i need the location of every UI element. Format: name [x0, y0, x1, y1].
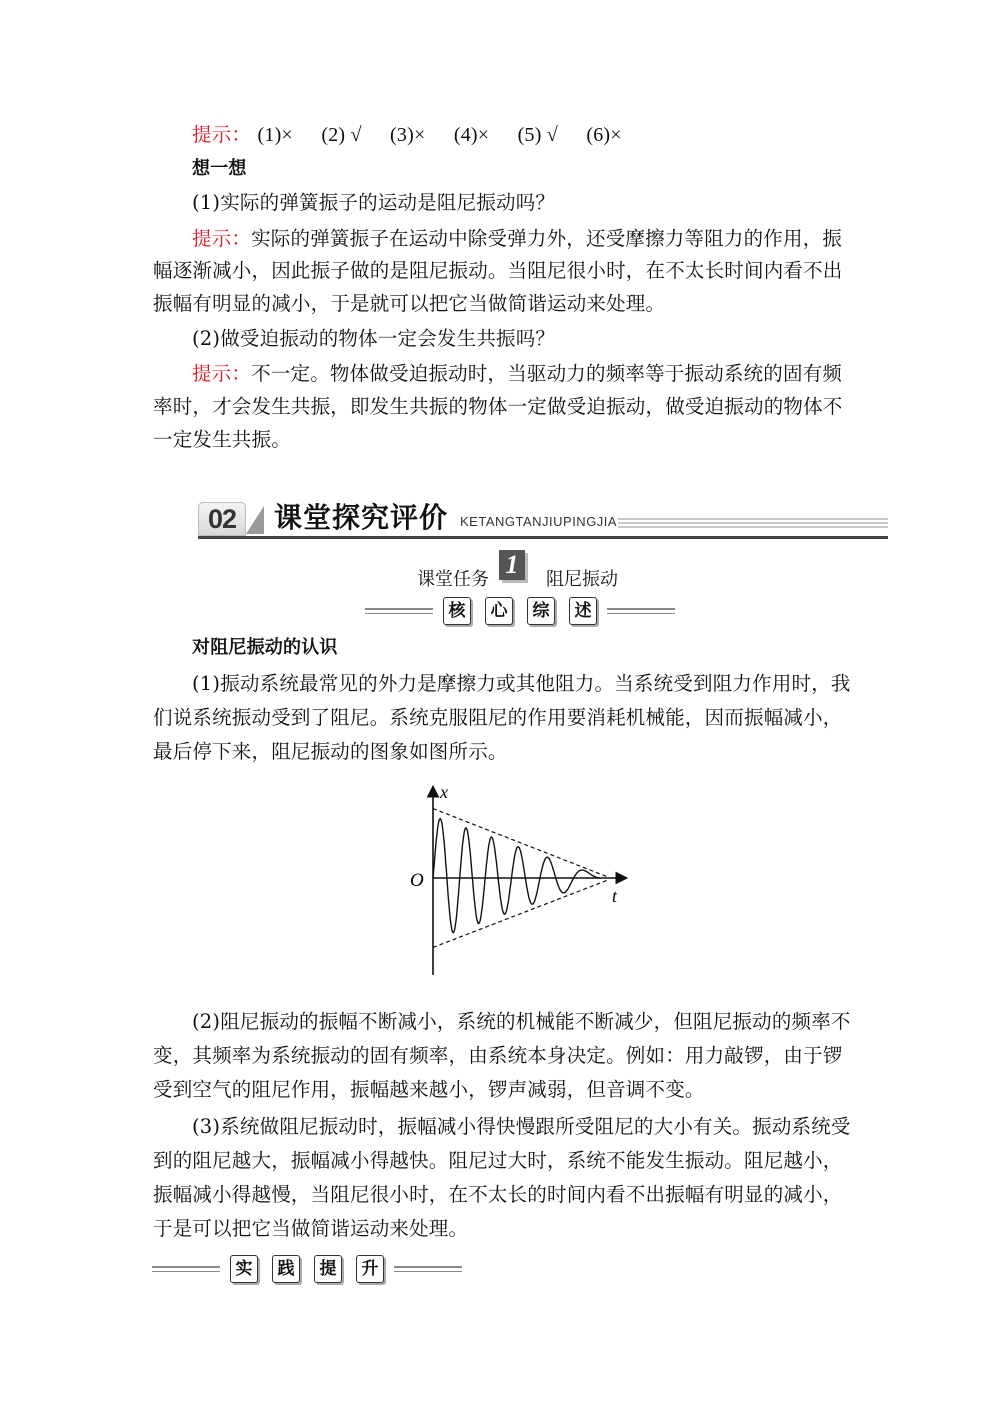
- damped-oscillation-chart: [400, 780, 650, 990]
- paragraph-line: 于是可以把它当做简谐运动来处理。: [153, 1217, 469, 1240]
- rule-decoration: [152, 1263, 220, 1275]
- section-rules-decoration: [618, 518, 888, 532]
- answer-item: (2) √: [321, 124, 362, 146]
- rule-decoration: [607, 605, 675, 617]
- think-heading: 想一想: [192, 158, 247, 179]
- q1-hint-line: 幅逐渐减小，因此振子做的是阻尼振动。当阻尼很小时，在不太长时间内看不出: [153, 259, 843, 282]
- paragraph-line: 们说系统振动受到了阻尼。系统克服阻尼的作用要消耗机械能，因而振幅减小，: [153, 706, 843, 729]
- paragraph-line: 受到空气的阻尼作用，振幅越来越小，锣声减弱，但音调不变。: [153, 1078, 705, 1101]
- q2-hint-line: 一定发生共振。: [153, 428, 291, 451]
- section-title: 课堂探究评价: [274, 501, 449, 534]
- paragraph-line: 到的阻尼越大，振幅减小得越快。阻尼过大时，系统不能发生振动。阻尼越小，: [153, 1149, 843, 1172]
- answer-item: (1)×: [257, 124, 293, 146]
- q1-hint-line: [192, 227, 842, 251]
- q2-hint-line: [192, 362, 842, 386]
- section-number: 02: [198, 502, 246, 536]
- keyword-box: 提: [314, 1255, 342, 1283]
- question-2: (2)做受迫振动的物体一定会发生共振吗？: [192, 327, 556, 350]
- section-header: [198, 500, 888, 538]
- keyword-box: 核: [443, 597, 471, 625]
- section-underline: [198, 536, 888, 539]
- paragraph-line: 最后停下来，阻尼振动的图象如图所示。: [153, 740, 508, 763]
- x-axis-label: t: [612, 886, 618, 906]
- keyword-box: 实: [230, 1255, 258, 1283]
- answer-item: (4)×: [453, 124, 490, 146]
- hint-label: 提示：: [192, 123, 252, 146]
- rule-decoration: [365, 605, 433, 617]
- origin-label: O: [410, 870, 424, 891]
- upper-envelope: [433, 809, 608, 877]
- paragraph-line: (1)振动系统最常见的外力是摩擦力或其他阻力。当系统受到阻力作用时，我: [192, 672, 851, 695]
- hint-label: 提示：: [192, 362, 252, 385]
- keyword-box: 述: [569, 597, 597, 625]
- q2-hint-line: 率时，才会发生共振，即发生共振的物体一定做受迫振动，做受迫振动的物体不: [153, 395, 843, 418]
- rule-decoration: [394, 1263, 462, 1275]
- q1-hint-line: 振幅有明显的减小，于是就可以把它当做简谐运动来处理。: [153, 292, 666, 315]
- hint-text: 不一定。物体做受迫振动时，当驱动力的频率等于振动系统的固有频: [251, 362, 843, 385]
- task-name: 阻尼振动: [546, 569, 618, 590]
- answer-item: (3)×: [390, 124, 426, 146]
- keyword-box: 升: [356, 1255, 384, 1283]
- answer-item: (6)×: [586, 124, 622, 146]
- keyword-box: 践: [272, 1255, 300, 1283]
- task-number-badge: 1: [499, 550, 525, 580]
- paragraph-line: (3)系统做阻尼振动时，振幅减小得快慢跟所受阻尼的大小有关。振动系统受: [192, 1115, 851, 1138]
- answer-item: (5) √: [517, 124, 558, 146]
- topic-heading: 对阻尼振动的认识: [192, 637, 338, 658]
- question-1: (1)实际的弹簧振子的运动是阻尼振动吗？: [192, 191, 556, 214]
- y-axis-label: x: [440, 782, 448, 802]
- keyword-box: 综: [527, 597, 555, 625]
- section-subtitle: KETANGTANJIUPINGJIA: [460, 514, 618, 529]
- paragraph-line: 振幅减小得越慢，当阻尼很小时，在不太长的时间内看不出振幅有明显的减小，: [153, 1183, 843, 1206]
- keyword-box: 心: [485, 597, 513, 625]
- damped-wave: [433, 819, 600, 933]
- paragraph-line: 变，其频率为系统振动的固有频率，由系统本身决定。例如：用力敲锣，由于锣: [153, 1044, 843, 1067]
- core-summary-banner: [365, 597, 675, 625]
- section-triangle-decoration: [246, 506, 264, 534]
- hint-text: 实际的弹簧振子在运动中除受弹力外，还受摩擦力等阻力的作用，振: [251, 227, 843, 250]
- practice-banner: [152, 1255, 462, 1283]
- answers-line: [192, 123, 644, 147]
- paragraph-line: (2)阻尼振动的振幅不断减小，系统的机械能不断减少，但阻尼振动的频率不: [192, 1010, 851, 1033]
- hint-label: 提示：: [192, 227, 252, 250]
- task-prefix: 课堂任务: [417, 569, 489, 590]
